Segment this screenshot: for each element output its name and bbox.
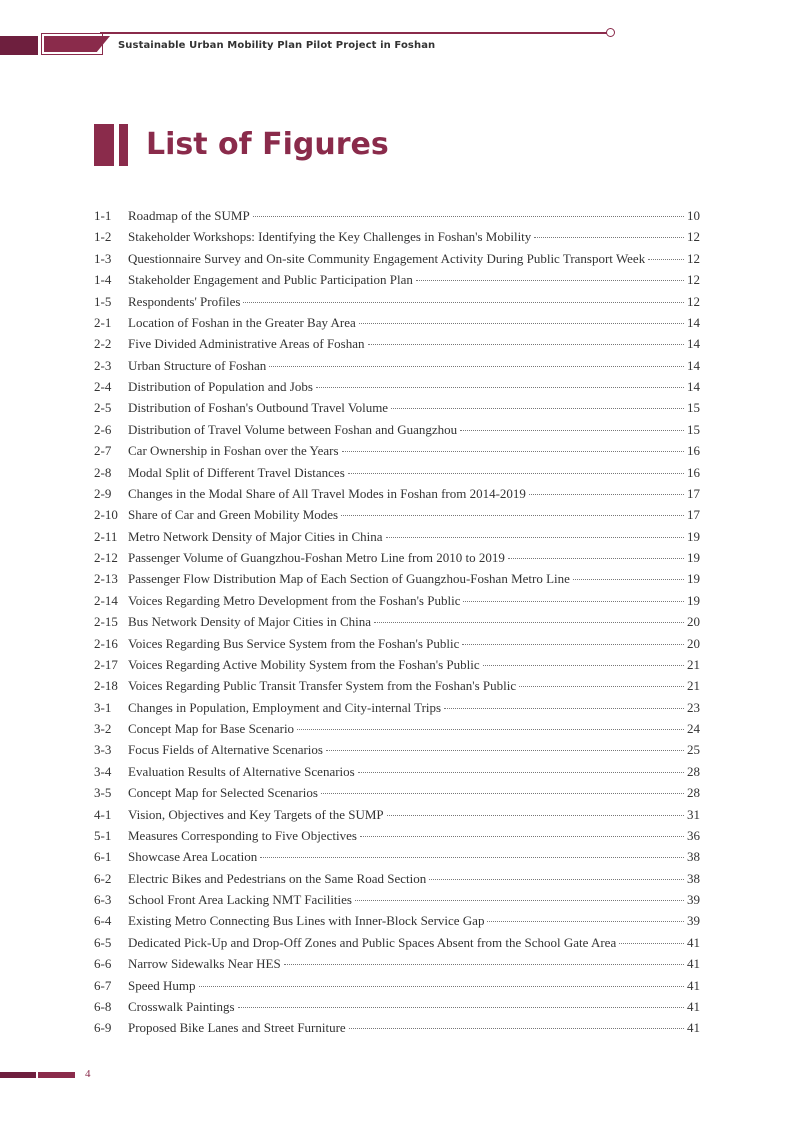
- figure-page-number: 19: [687, 528, 700, 544]
- dot-leader: [462, 644, 684, 645]
- figure-entry[interactable]: [94, 379, 700, 400]
- figure-title: Dedicated Pick-Up and Drop-Off Zones and Public Spaces Absent from the School Gate Area: [128, 934, 617, 950]
- figure-title: Roadmap of the SUMP: [128, 208, 250, 223]
- figure-page-number: 17: [687, 485, 700, 501]
- figure-number: 2-6: [94, 421, 112, 437]
- figure-entry[interactable]: [94, 935, 700, 956]
- figure-number: 6-5: [94, 934, 112, 950]
- figure-number: 2-14: [94, 592, 118, 608]
- figure-page-number: 20: [687, 635, 700, 651]
- figure-title: Concept Map for Base Scenario: [128, 721, 295, 736]
- figure-title: Proposed Bike Lanes and Street Furniture: [128, 1020, 346, 1036]
- dot-leader: [416, 280, 684, 281]
- figure-title: Measures Corresponding to Five Objectives: [128, 827, 357, 843]
- figure-entry[interactable]: [94, 636, 700, 657]
- figure-entry[interactable]: [94, 742, 700, 763]
- figure-page-number: 39: [687, 892, 700, 907]
- figure-number: 6-4: [94, 913, 112, 929]
- dot-leader: [483, 665, 684, 666]
- figure-page-number: 21: [687, 678, 700, 694]
- figure-number: 2-4: [94, 379, 112, 394]
- dot-leader: [360, 836, 684, 837]
- figure-entry[interactable]: [94, 208, 700, 229]
- figure-number: 2-1: [94, 314, 112, 330]
- figure-list: [94, 208, 700, 1042]
- figure-page-number: 14: [687, 336, 700, 352]
- figure-number: 2-17: [94, 656, 118, 672]
- figure-title: Car Ownership in Foshan over the Years: [128, 443, 339, 459]
- footer-page-number: 4: [85, 1068, 91, 1080]
- figure-title: Distribution of Travel Volume between Foshan and Guangzhou: [128, 421, 458, 437]
- figure-entry[interactable]: [94, 229, 700, 250]
- figure-page-number: 19: [687, 550, 700, 565]
- figure-number: 2-10: [94, 507, 118, 523]
- figure-title: Distribution of Population and Jobs: [128, 379, 313, 394]
- dot-leader: [342, 451, 684, 452]
- figure-entry[interactable]: [94, 978, 700, 999]
- figure-title: Share of Car and Green Mobility Modes: [128, 507, 339, 523]
- dot-leader: [284, 964, 684, 965]
- figure-title: Narrow Sidewalks Near HES: [128, 956, 281, 972]
- figure-page-number: 23: [687, 699, 700, 715]
- dot-leader: [260, 857, 684, 858]
- figure-page-number: 15: [687, 400, 700, 416]
- figure-entry[interactable]: [94, 251, 700, 272]
- figure-entry[interactable]: [94, 443, 700, 464]
- figure-page-number: 38: [687, 849, 700, 865]
- figure-number: 2-16: [94, 635, 118, 651]
- figure-number: 2-8: [94, 464, 112, 480]
- figure-number: 1-3: [94, 250, 112, 266]
- figure-title: Voices Regarding Public Transit Transfer System from the Foshan's Public: [128, 678, 517, 694]
- dot-leader: [386, 537, 684, 538]
- dot-leader: [463, 601, 684, 602]
- figure-title: Voices Regarding Metro Development from the Foshan's Public: [128, 592, 461, 608]
- figure-title: Showcase Area Location: [128, 849, 258, 865]
- figure-title: Five Divided Administrative Areas of Foshan: [128, 336, 365, 352]
- figure-page-number: 41: [687, 956, 700, 972]
- figure-number: 1-2: [94, 229, 112, 245]
- figure-number: 6-2: [94, 870, 112, 886]
- figure-entry[interactable]: [94, 614, 700, 635]
- figure-page-number: 12: [687, 272, 700, 288]
- dot-leader: [529, 494, 684, 495]
- figure-number: 2-11: [94, 528, 118, 544]
- figure-page-number: 41: [687, 934, 700, 950]
- figure-title: Stakeholder Engagement and Public Participation Plan: [128, 272, 413, 288]
- figure-number: 2-7: [94, 443, 112, 459]
- figure-entry[interactable]: [94, 657, 700, 678]
- dot-leader: [316, 387, 684, 388]
- figure-entry[interactable]: [94, 529, 700, 550]
- figure-entry[interactable]: [94, 358, 700, 379]
- figure-title: Metro Network Density of Major Cities in China: [128, 528, 383, 544]
- figure-entry[interactable]: [94, 422, 700, 443]
- figure-entry[interactable]: [94, 294, 700, 315]
- figure-number: 1-1: [94, 208, 112, 223]
- figure-page-number: 12: [687, 229, 700, 245]
- figure-number: 6-1: [94, 849, 112, 865]
- figure-title: Vision, Objectives and Key Targets of the SUMP: [128, 806, 384, 822]
- figure-entry[interactable]: [94, 400, 700, 421]
- figure-page-number: 14: [687, 314, 700, 330]
- header-rule: [100, 32, 608, 34]
- figure-entry[interactable]: [94, 892, 700, 913]
- figure-number: 6-9: [94, 1020, 112, 1036]
- figure-title: Location of Foshan in the Greater Bay Area: [128, 314, 356, 330]
- figure-number: 2-3: [94, 357, 112, 373]
- figure-page-number: 15: [687, 421, 700, 437]
- dot-leader: [619, 943, 684, 944]
- dot-leader: [508, 558, 684, 559]
- figure-page-number: 12: [687, 293, 700, 309]
- figure-number: 3-1: [94, 699, 112, 715]
- dot-leader: [348, 473, 684, 474]
- figure-page-number: 16: [687, 464, 700, 480]
- figure-number: 2-9: [94, 485, 112, 501]
- figure-page-number: 28: [687, 785, 700, 801]
- figure-entry[interactable]: [94, 507, 700, 528]
- figure-page-number: 24: [687, 721, 700, 736]
- figure-page-number: 28: [687, 763, 700, 779]
- dot-leader: [368, 344, 684, 345]
- dot-leader: [269, 366, 684, 367]
- figure-number: 3-2: [94, 721, 112, 736]
- figure-entry[interactable]: [94, 1020, 700, 1041]
- figure-title: Crosswalk Paintings: [128, 998, 235, 1014]
- figure-entry[interactable]: [94, 913, 700, 934]
- figure-title: Questionnaire Survey and On-site Community Engagement Activity During Public Transport Week: [128, 250, 646, 266]
- figure-number: 2-12: [94, 550, 118, 565]
- figure-title: Concept Map for Selected Scenarios: [128, 785, 318, 801]
- dot-leader: [374, 622, 684, 623]
- figure-page-number: 19: [687, 571, 700, 587]
- figure-entry[interactable]: [94, 272, 700, 293]
- title-marker-bar-wide: [94, 124, 114, 166]
- figure-page-number: 41: [687, 1020, 700, 1036]
- figure-title: Electric Bikes and Pedestrians on the Same Road Section: [128, 870, 427, 886]
- dot-leader: [321, 793, 684, 794]
- figure-number: 6-8: [94, 998, 112, 1014]
- figure-page-number: 39: [687, 913, 700, 929]
- footer-block-dark: [0, 1072, 36, 1078]
- figure-number: 4-1: [94, 806, 112, 822]
- figure-number: 1-5: [94, 293, 112, 309]
- figure-number: 2-2: [94, 336, 112, 352]
- figure-page-number: 38: [687, 870, 700, 886]
- dot-leader: [253, 216, 684, 217]
- figure-page-number: 25: [687, 742, 700, 758]
- figure-title: Passenger Volume of Guangzhou-Foshan Metro Line from 2010 to 2019: [128, 550, 505, 565]
- dot-leader: [359, 323, 684, 324]
- dot-leader: [349, 1028, 684, 1029]
- dot-leader: [199, 986, 684, 987]
- figure-entry[interactable]: [94, 999, 700, 1020]
- figure-page-number: 36: [687, 827, 700, 843]
- figure-entry[interactable]: [94, 871, 700, 892]
- figure-title: Bus Network Density of Major Cities in China: [128, 614, 372, 630]
- figure-entry[interactable]: [94, 465, 700, 486]
- dot-leader: [355, 900, 684, 901]
- dot-leader: [487, 921, 684, 922]
- figure-page-number: 19: [687, 592, 700, 608]
- dot-leader: [326, 750, 684, 751]
- figure-page-number: 16: [687, 443, 700, 459]
- dot-leader: [460, 430, 684, 431]
- figure-page-number: 14: [687, 357, 700, 373]
- dot-leader: [429, 879, 684, 880]
- figure-number: 2-5: [94, 400, 112, 416]
- figure-page-number: 21: [687, 656, 700, 672]
- dot-leader: [243, 302, 684, 303]
- figure-number: 3-4: [94, 763, 112, 779]
- figure-title: Focus Fields of Alternative Scenarios: [128, 742, 323, 758]
- footer-block-accent: [38, 1072, 75, 1078]
- dot-leader: [444, 708, 684, 709]
- figure-entry[interactable]: [94, 700, 700, 721]
- figure-entry[interactable]: [94, 849, 700, 870]
- figure-title: Respondents' Profiles: [128, 293, 241, 309]
- figure-title: Changes in the Modal Share of All Travel Modes in Foshan from 2014-2019: [128, 485, 526, 501]
- figure-entry[interactable]: [94, 315, 700, 336]
- figure-title: Voices Regarding Bus Service System from the Foshan's Public: [128, 635, 460, 651]
- figure-title: Modal Split of Different Travel Distances: [128, 464, 345, 480]
- figure-title: Urban Structure of Foshan: [128, 357, 267, 373]
- figure-number: 2-15: [94, 614, 118, 630]
- figure-title: Distribution of Foshan's Outbound Travel Volume: [128, 400, 389, 416]
- figure-title: Stakeholder Workshops: Identifying the Key Challenges in Foshan's Mobility: [128, 229, 532, 245]
- figure-entry[interactable]: [94, 956, 700, 977]
- figure-title: Voices Regarding Active Mobility System from the Foshan's Public: [128, 656, 480, 672]
- header-block-dark: [0, 36, 38, 55]
- figure-entry[interactable]: [94, 678, 700, 699]
- dot-leader: [358, 772, 684, 773]
- figure-entry[interactable]: [94, 486, 700, 507]
- figure-number: 2-13: [94, 571, 118, 587]
- figure-number: 5-1: [94, 827, 112, 843]
- figure-entry[interactable]: [94, 764, 700, 785]
- page-title: List of Figures: [146, 127, 389, 162]
- title-marker-bar-narrow: [119, 124, 128, 166]
- dot-leader: [648, 259, 684, 260]
- figure-title: Speed Hump: [128, 977, 196, 993]
- dot-leader: [573, 579, 684, 580]
- figure-number: 1-4: [94, 272, 112, 288]
- figure-number: 6-6: [94, 956, 112, 972]
- figure-number: 2-18: [94, 678, 118, 694]
- dot-leader: [238, 1007, 684, 1008]
- figure-page-number: 41: [687, 977, 700, 993]
- figure-page-number: 10: [687, 208, 700, 223]
- figure-entry[interactable]: [94, 828, 700, 849]
- figure-number: 3-3: [94, 742, 112, 758]
- figure-number: 3-5: [94, 785, 112, 801]
- figure-page-number: 12: [687, 250, 700, 266]
- figure-entry[interactable]: [94, 336, 700, 357]
- figure-entry[interactable]: [94, 785, 700, 806]
- header-rule-end-dot: [606, 28, 615, 37]
- header-title: Sustainable Urban Mobility Plan Pilot Project in Foshan: [118, 40, 436, 51]
- dot-leader: [297, 729, 684, 730]
- figure-page-number: 14: [687, 379, 700, 394]
- figure-title: Evaluation Results of Alternative Scenarios: [128, 763, 355, 779]
- dot-leader: [387, 815, 684, 816]
- figure-title: Changes in Population, Employment and City-internal Trips: [128, 699, 442, 715]
- figure-entry[interactable]: [94, 721, 700, 742]
- figure-number: 6-7: [94, 977, 112, 993]
- figure-page-number: 31: [687, 806, 700, 822]
- figure-title: School Front Area Lacking NMT Facilities: [128, 892, 352, 907]
- figure-entry[interactable]: [94, 807, 700, 828]
- figure-number: 6-3: [94, 892, 112, 907]
- dot-leader: [534, 237, 684, 238]
- figure-page-number: 20: [687, 614, 700, 630]
- figure-page-number: 41: [687, 998, 700, 1014]
- figure-page-number: 17: [687, 507, 700, 523]
- dot-leader: [341, 515, 684, 516]
- dot-leader: [391, 408, 684, 409]
- figure-entry[interactable]: [94, 571, 700, 592]
- figure-title: Existing Metro Connecting Bus Lines with Inner-Block Service Gap: [128, 913, 485, 929]
- figure-entry[interactable]: [94, 593, 700, 614]
- figure-title: Passenger Flow Distribution Map of Each Section of Guangzhou-Foshan Metro Line: [128, 571, 570, 587]
- figure-entry[interactable]: [94, 550, 700, 571]
- dot-leader: [519, 686, 684, 687]
